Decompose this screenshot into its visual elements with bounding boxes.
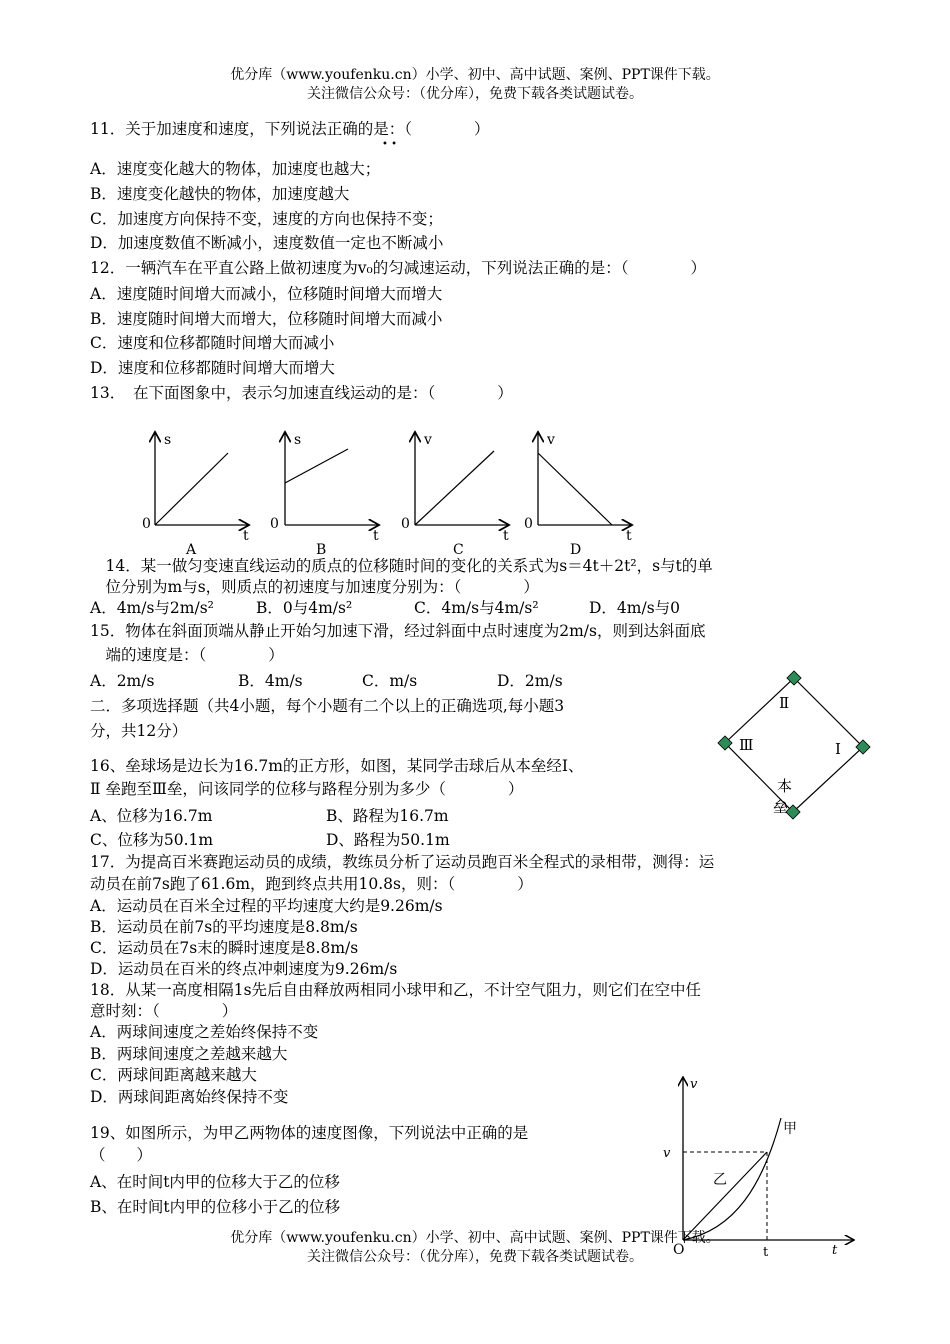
base-ii-label: Ⅱ [779, 694, 790, 712]
q18-stem-line-1: 18．从某一高度相隔1s先后自由释放两相同小球甲和乙，不计空气阻力，则它们在空中任 [90, 981, 702, 999]
header-line-1: 优分库（www.youfenku.cn）小学、初中、高中试题、案例、PPT课件下载。 [230, 67, 720, 83]
q15-stem-line-2: 端的速度是：（ ） [90, 646, 284, 664]
graph-b-origin: 0 [270, 516, 279, 532]
graph-c-caption: C [453, 542, 464, 558]
graph-a-ylabel: s [164, 432, 172, 448]
graph-d-origin: 0 [524, 516, 533, 532]
q14-option-a: A．4m/s与2m/s² [90, 599, 214, 617]
q12-stem: 12．一辆汽车在平直公路上做初速度为v₀的匀减速运动，下列说法正确的是：（ ） [90, 259, 706, 277]
q11-emphasis-dots: • • [382, 139, 397, 150]
q14-stem-line-1: 14．某一做匀变速直线运动的质点的位移随时间的变化的关系式为s＝4t＋2t²，s与t的单 [90, 557, 713, 575]
q18-option-c: C．两球间距离越来越大 [90, 1066, 257, 1084]
footer-line-2: 关注微信公众号：（优分库），免费下载各类试题试卷。 [307, 1249, 643, 1265]
v-tick-label: v [663, 1146, 671, 1161]
q16-stem-line-1: 16、垒球场是边长为16.7m的正方形，如图，某同学击球后从本垒经Ⅰ、 [90, 757, 584, 775]
q19-stem-line-1: 19、如图所示，为甲乙两物体的速度图像，下列说法中正确的是 [90, 1124, 529, 1142]
q15-option-a: A．2m/s [90, 672, 155, 690]
graph-d [524, 432, 632, 558]
base-i-label: I [835, 740, 841, 758]
q14-stem-line-2: 位分别为m与s，则质点的初速度与加速度分别为：（ ） [90, 578, 539, 596]
t-tick-label: t [763, 1245, 769, 1260]
q16-option-b: B、路程为16.7m [326, 807, 449, 825]
yi-label: 乙 [713, 1172, 727, 1188]
q19-option-b: B、在时间t内甲的位移小于乙的位移 [90, 1198, 341, 1216]
q17-stem-line-2: 动员在前7s跑了61.6m，跑到终点共用10.8s，则：（ ） [90, 875, 533, 893]
q16-option-d: D、路程为50.1m [326, 831, 450, 849]
q12-option-a: A．速度随时间增大而减小，位移随时间增大而增大 [90, 285, 443, 303]
q11-option-c: C．加速度方向保持不变，速度的方向也保持不变； [90, 210, 443, 228]
header-line-2: 关注微信公众号：（优分库），免费下载各类试题试卷。 [307, 86, 643, 102]
q17-option-d: D．运动员在百米的终点冲刺速度为9.26m/s [90, 960, 398, 978]
graph-c-ylabel: v [424, 432, 432, 448]
section2-title-line-2: 分，共12分） [90, 722, 188, 740]
graph-d-caption: D [570, 542, 582, 558]
graph-b-xlabel: t [373, 528, 379, 544]
q18-option-b: B．两球间速度之差越来越大 [90, 1045, 288, 1063]
q11-option-b: B．速度变化越快的物体，加速度越大 [90, 185, 350, 203]
q12-option-b: B．速度随时间增大而增大，位移随时间增大而减小 [90, 310, 443, 328]
t-axis-label: t [832, 1243, 838, 1258]
q16-option-c: C、位移为50.1m [90, 831, 214, 849]
q13-stem: 13． 在下面图象中，表示匀加速直线运动的是：（ ） [90, 384, 513, 402]
graph-b-line [285, 449, 348, 483]
q15-option-b: B．4m/s [238, 672, 303, 690]
q15-option-c: C．m/s [362, 672, 418, 690]
graph-b-ylabel: s [294, 432, 302, 448]
home-label-1: 本 [777, 777, 793, 795]
q12-option-d: D．速度和位移都随时间增大而增大 [90, 359, 335, 377]
q16-stem-line-2: Ⅱ 垒跑至Ⅲ垒，问该同学的位移与路程分别为多少（ ） [90, 780, 524, 798]
q17-stem-line-1: 17．为提高百米赛跑运动员的成绩，教练员分析了运动员跑百米全程式的录相带，测得：运 [90, 853, 715, 871]
q11-stem: 11．关于加速度和速度，下列说法正确的是：（ ） [90, 120, 490, 138]
section2-title-line-1: 二．多项选择题（共4小题，每个小题有二个以上的正确选项,每小题3 [90, 697, 565, 715]
q13-graphs [0, 425, 950, 560]
graph-b [270, 432, 379, 558]
graph-d-xlabel: t [626, 528, 632, 544]
graph-b-caption: B [316, 542, 327, 558]
v-axis-label: v [690, 1077, 698, 1092]
q18-option-a: A．两球间速度之差始终保持不变 [90, 1023, 319, 1041]
q19-stem-line-2: （ ） [90, 1146, 153, 1164]
q16-option-a: A、位移为16.7m [90, 807, 213, 825]
graph-a-line [155, 453, 228, 525]
graph-c-line [415, 451, 494, 525]
graph-c-xlabel: t [503, 528, 509, 544]
q17-option-a: A．运动员在百米全过程的平均速度大约是9.26m/s [90, 897, 443, 915]
graph-d-line [538, 453, 612, 525]
base-iii-label: Ⅲ [739, 736, 754, 754]
q11-option-d: D．加速度数值不断减小，速度数值一定也不断减小 [90, 234, 444, 252]
baseball-diamond [715, 670, 875, 820]
q12-option-c: C．速度和位移都随时间增大而减小 [90, 334, 335, 352]
q11-option-a: A．速度变化越大的物体，加速度也越大； [90, 160, 381, 178]
q15-option-d: D．2m/s [497, 672, 563, 690]
jia-label: 甲 [783, 1121, 797, 1137]
origin-label: O [673, 1242, 685, 1258]
q17-option-b: B．运动员在前7s的平均速度是8.8m/s [90, 918, 358, 936]
jia-curve [683, 1118, 781, 1240]
graph-a [142, 432, 249, 558]
graph-a-origin: 0 [142, 516, 151, 532]
graph-c-origin: 0 [401, 516, 410, 532]
q17-option-c: C．运动员在7s末的瞬时速度是8.8m/s [90, 939, 359, 957]
q14-option-d: D．4m/s与0 [589, 599, 681, 617]
q14-option-b: B．0与4m/s² [256, 599, 353, 617]
q14-option-c: C．4m/s与4m/s² [414, 599, 539, 617]
graph-d-ylabel: v [547, 432, 555, 448]
q19-option-a: A、在时间t内甲的位移大于乙的位移 [90, 1173, 340, 1191]
q18-stem-line-2: 意时刻：（ ） [90, 1002, 238, 1020]
graph-a-caption: A [186, 542, 197, 558]
graph-a-xlabel: t [243, 528, 249, 544]
footer-line-1: 优分库（www.youfenku.cn）小学、初中、高中试题、案例、PPT课件下载。 [230, 1230, 720, 1246]
q18-option-d: D．两球间距离始终保持不变 [90, 1088, 289, 1106]
home-label-2: 垒 [773, 798, 789, 816]
yi-line [683, 1152, 767, 1240]
q15-stem-line-1: 15．物体在斜面顶端从静止开始匀加速下滑，经过斜面中点时速度为2m/s，则到达斜面底 [90, 622, 706, 640]
graph-c [401, 432, 509, 558]
